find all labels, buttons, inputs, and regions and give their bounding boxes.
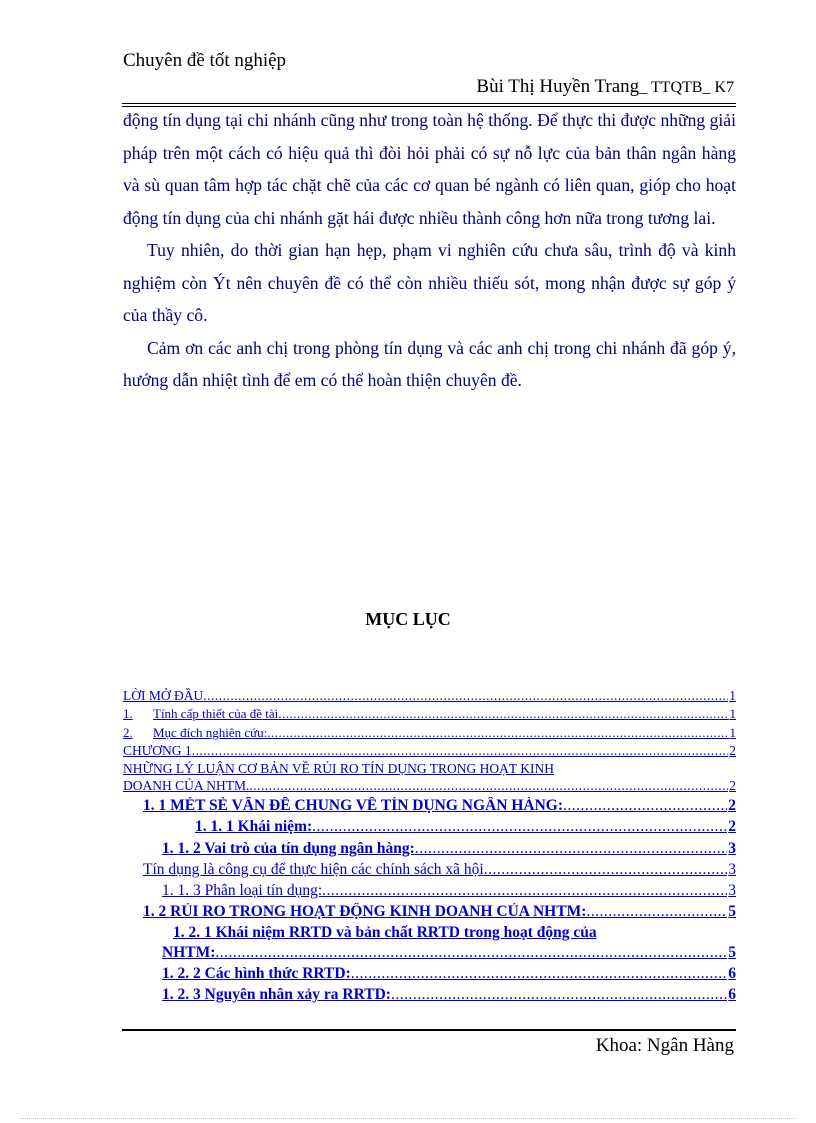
- paragraph: động tín dụng tại chi nhánh cũng như trong toàn hệ thống. Để thực thi được những giải pháp trên một cách có hiệu quả thì đòi hỏi phải có sự nỗ lực của bản thân ngân hàng và sù quan tâm hợp tác chặt chẽ của các cơ quan bé ngành có liên quan, gióp cho hoạt động tín dụng của chi nhánh gặt hái được nhiều thành công hơn nữa trong tương lai.: [123, 110, 736, 228]
- toc-leader: [484, 861, 728, 879]
- toc-entry-1-2-2[interactable]: [123, 965, 736, 986]
- toc-leader: [267, 725, 728, 741]
- toc-entry-page: 3: [728, 861, 736, 878]
- toc-entry-label: CHƯƠNG 1: [123, 743, 192, 758]
- toc-leader: [322, 882, 727, 900]
- toc-entry-page: 6: [728, 965, 736, 982]
- toc-entry-1-1-3[interactable]: [123, 882, 736, 903]
- toc-entry-1-1-2[interactable]: [123, 840, 736, 861]
- header-author: Bùi Thị Huyền Trang: [476, 76, 640, 97]
- toc-leader: [192, 743, 729, 759]
- header-title: Chuyên đề tốt nghiệp: [123, 50, 287, 71]
- toc-entry-1-1[interactable]: [123, 797, 736, 818]
- toc-title: MỤC LỤC: [365, 609, 451, 629]
- toc-entry-loi-mo-dau[interactable]: [123, 688, 736, 706]
- toc-entry-page: 1: [729, 688, 736, 703]
- toc-entry-page: 2: [729, 778, 736, 793]
- toc-leader: [563, 797, 727, 815]
- toc-leader: [249, 778, 728, 794]
- toc-entry-1-2-1[interactable]: [123, 924, 736, 965]
- paragraph: Tuy nhiên, do thời gian hạn hẹp, phạm vi nghiên cứu chưa sâu, trình độ và kinh nghiệm còn Ýt nên chuyên đề có thể còn nhiều thiếu sót, mong nhận được sự góp ý của thầy cô.: [123, 240, 736, 325]
- toc-entry-label-line1: 1. 2. 1 Khái niệm RRTD và bản chất RRTD trong hoạt động của: [173, 924, 597, 941]
- toc-entry-cong-cu[interactable]: [123, 861, 736, 882]
- toc-entry-label-line2: DOANH CỦA NHTM.: [123, 778, 250, 793]
- toc-entry-tinh-cap-thiet[interactable]: [123, 706, 736, 725]
- toc-entry-label: 1. 1. 1 Khái niệm:: [195, 818, 313, 835]
- footer-rule: [122, 1029, 736, 1031]
- toc-entry-1-2[interactable]: [123, 903, 736, 924]
- toc-leader: [278, 706, 728, 722]
- toc-entry-label-line2: NHTM:: [162, 944, 216, 961]
- toc-entry-label: Tín dụng là công cụ để thực hiện các chính sách xã hội: [143, 861, 484, 878]
- toc-entry-label: 1. 2. 3 Nguyên nhân xảy ra RRTD:: [162, 986, 391, 1003]
- toc-entry-label: Mục đích nghiên cứu:: [153, 725, 268, 740]
- toc-entry-label: LỜI MỞ ĐẦU: [123, 688, 204, 703]
- toc-entry-page: 2: [728, 818, 736, 835]
- header-class: _ TTQTB_ K7: [639, 79, 734, 96]
- toc-entry-page: 5: [728, 944, 736, 961]
- header-author-line: [476, 76, 734, 98]
- toc-entry-page: 1: [729, 706, 736, 721]
- toc-leader: [203, 688, 728, 704]
- toc-entry-chuong-1[interactable]: [123, 743, 736, 761]
- toc-leader: [351, 965, 728, 983]
- toc-entry-page: 5: [728, 903, 736, 920]
- toc-entry-label-line1: NHỮNG LÝ LUẬN CƠ BẢN VỀ RỦI RO TÍN DỤNG TRONG HOẠT KINH: [123, 761, 554, 776]
- toc-entry-label: 1. 2 RỦI RO TRONG HOẠT ĐỘNG KINH DOANH CỦA NHTM:: [143, 903, 587, 920]
- toc-entry-page: 3: [728, 840, 736, 857]
- toc-entry-page: 1: [729, 725, 736, 740]
- toc-entry-number: 2.: [123, 725, 133, 740]
- paragraph: Cảm ơn các anh chị trong phòng tín dụng và các anh chị trong chi nhánh đã góp ý, hướng dẫn nhiệt tình để em có thể hoàn thiện chuyên đề.: [123, 337, 736, 390]
- toc-entry-label: 1. 2. 2 Các hình thức RRTD:: [162, 965, 351, 982]
- toc-entry-label: 1. 1. 3 Phân loại tín dụng:: [162, 882, 323, 899]
- toc-entry-page: 2: [728, 797, 736, 814]
- toc-entry-1-2-3[interactable]: [123, 986, 736, 1007]
- toc-leader: [391, 986, 727, 1004]
- toc-entry-label: 1. 1. 2 Vai trò của tín dụng ngân hàng:: [162, 840, 415, 857]
- toc-leader: [312, 818, 727, 836]
- footer-text: Khoa: Ngân Hàng: [595, 1035, 734, 1056]
- toc-entry-page: 6: [728, 986, 736, 1003]
- toc-entry-page: 3: [728, 882, 736, 899]
- toc-leader: [586, 903, 727, 921]
- toc-leader: [415, 840, 727, 858]
- toc-entry-page: 2: [729, 743, 736, 758]
- toc-entry-label: 1. 1 MÉT SÈ VẤN ĐỀ CHUNG VỀ TÍN DỤNG NGÂN HÀNG:: [143, 797, 563, 814]
- table-of-contents: [123, 688, 736, 1007]
- page-edge-dotted: [20, 1118, 796, 1119]
- body-text: [123, 104, 736, 397]
- toc-leader: [215, 944, 727, 962]
- toc-entry-nhung-ly-luan[interactable]: [123, 761, 736, 797]
- toc-entry-number: 1.: [123, 706, 133, 721]
- toc-entry-muc-dich[interactable]: [123, 725, 736, 743]
- toc-entry-1-1-1[interactable]: [123, 818, 736, 840]
- toc-entry-label: Tính cấp thiết của đề tài: [153, 706, 279, 721]
